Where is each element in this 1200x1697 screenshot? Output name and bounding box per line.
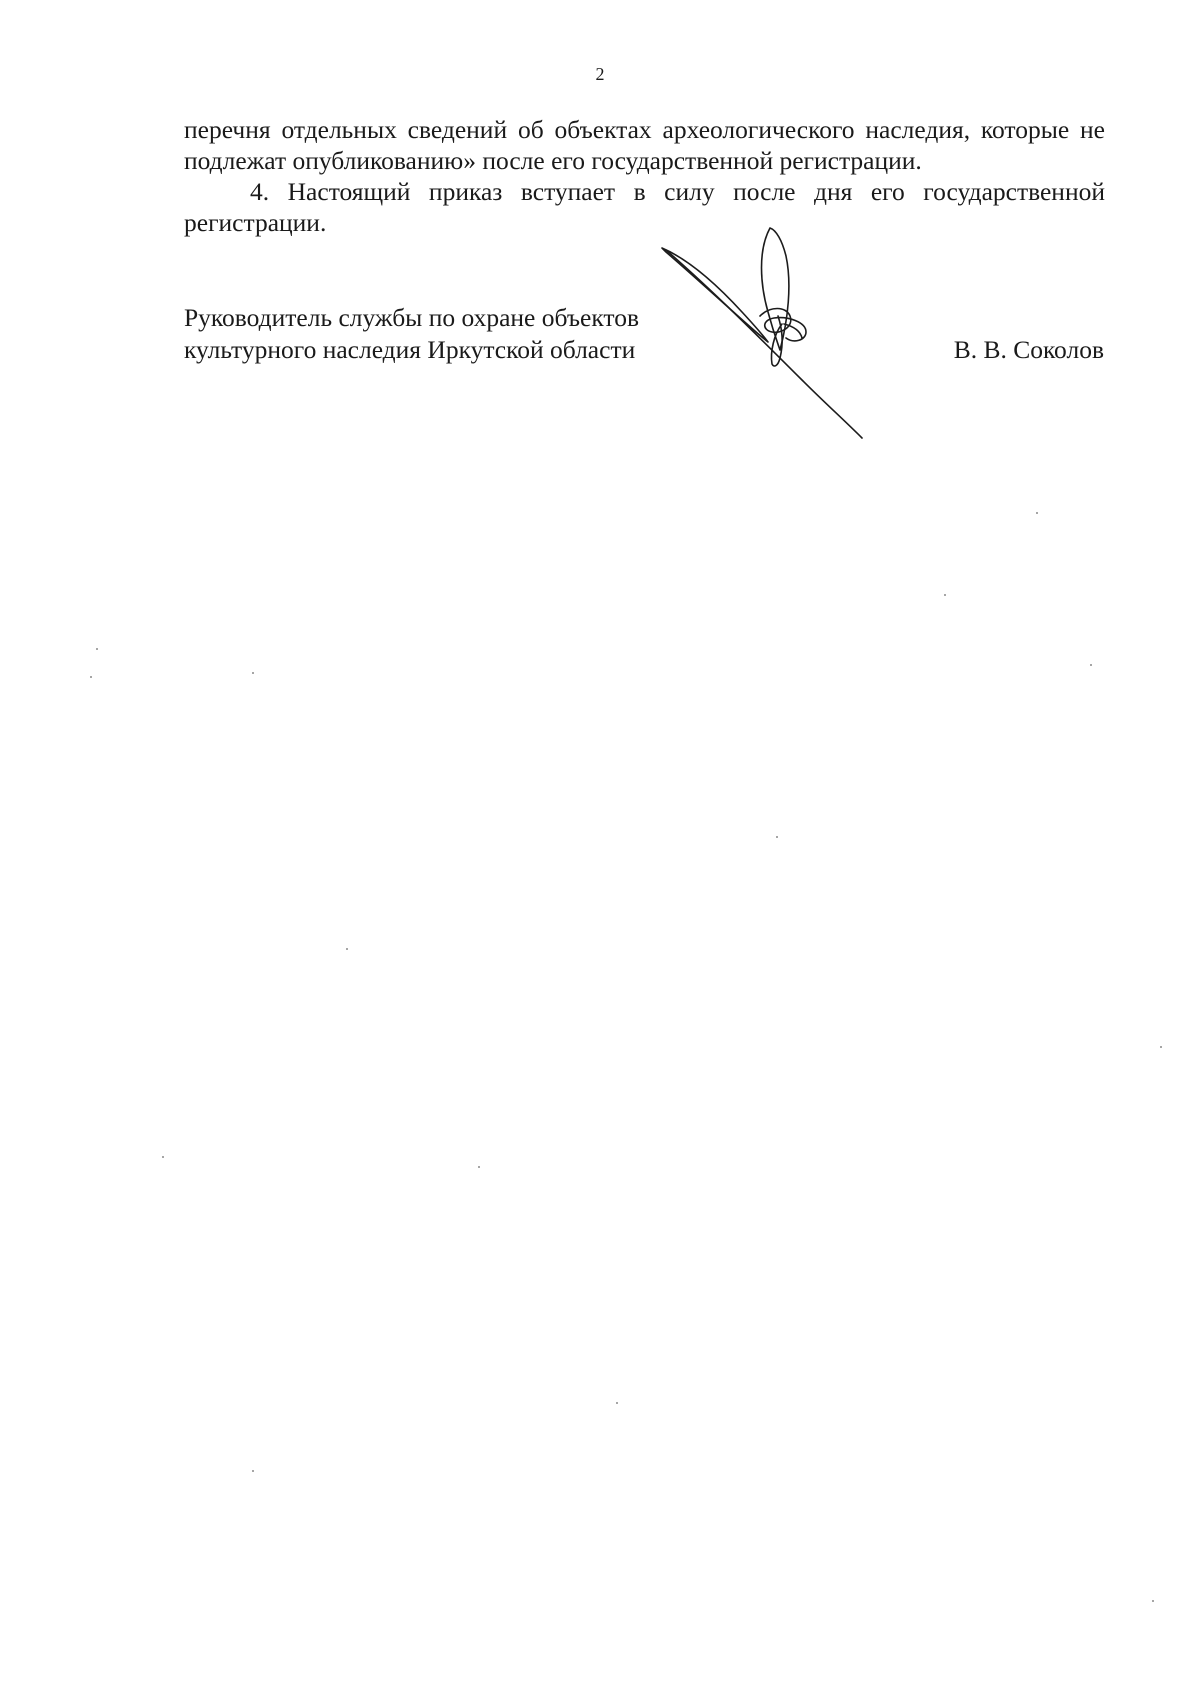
scan-speck <box>1090 664 1092 666</box>
scan-speck <box>252 672 254 674</box>
scan-speck <box>1160 1046 1162 1048</box>
scan-speck <box>1152 1600 1154 1602</box>
scan-speck <box>162 1156 164 1158</box>
scan-speck <box>616 1402 618 1404</box>
paragraph-continuation: перечня отдельных сведений об объектах археологического наследия, которые не подлежат опубликованию» после его государственной регистрации. <box>184 115 1105 175</box>
scan-speck <box>1036 512 1038 514</box>
scan-speck <box>944 594 946 596</box>
scan-speck <box>252 1470 254 1472</box>
signer-position <box>184 302 639 366</box>
scan-speck <box>478 1166 480 1168</box>
scan-speck <box>90 676 92 678</box>
scan-speck <box>96 648 98 650</box>
body-text <box>184 114 1105 238</box>
handwritten-signature-icon <box>650 220 890 460</box>
scan-speck <box>776 836 778 838</box>
signer-position-line-2: культурного наследия Иркутской области <box>184 335 636 364</box>
paragraph-item-4: 4. Настоящий приказ вступает в силу после дня его государственной регистрации. <box>184 177 1105 237</box>
signer-position-line-1: Руководитель службы по охране объектов <box>184 303 639 332</box>
signer-name: В. В. Соколов <box>953 335 1104 364</box>
page-number: 2 <box>595 64 605 84</box>
scan-speck <box>346 948 348 950</box>
